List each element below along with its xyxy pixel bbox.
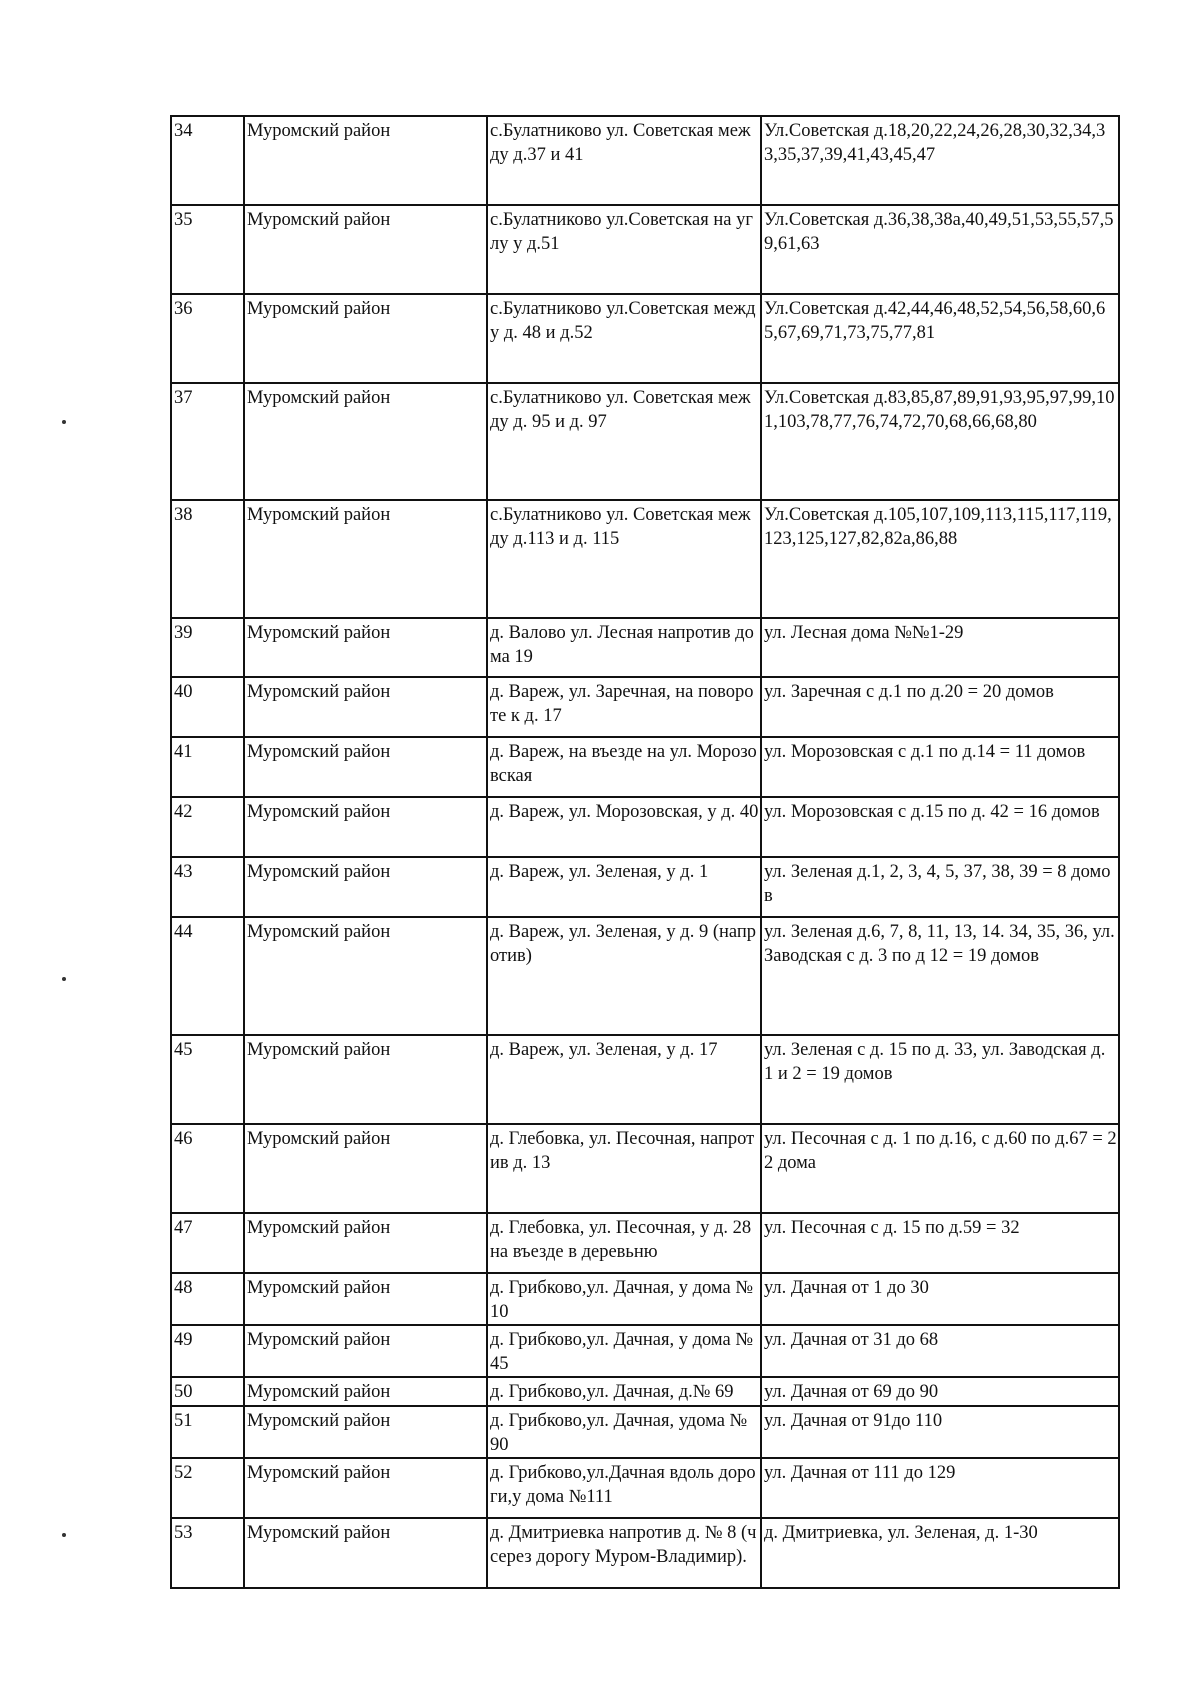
coverage-cell: Ул.Советская д.105,107,109,113,115,117,119,123,125,127,82,82а,86,88 xyxy=(761,500,1119,618)
location-cell: д. Грибково,ул. Дачная, удома № 90 xyxy=(487,1406,761,1458)
location-cell: с.Булатниково ул.Советская на углу у д.51 xyxy=(487,205,761,294)
location-cell: д. Глебовка, ул. Песочная, у д. 28 на въезде в деревьню xyxy=(487,1213,761,1273)
table-row xyxy=(171,917,1119,1035)
district-cell: Муромский район xyxy=(244,1273,487,1325)
scan-speck xyxy=(62,1533,66,1537)
table-row xyxy=(171,294,1119,383)
table-row xyxy=(171,1377,1119,1406)
table-row xyxy=(171,1124,1119,1213)
district-cell: Муромский район xyxy=(244,116,487,205)
coverage-cell: ул. Песочная с д. 15 по д.59 = 32 xyxy=(761,1213,1119,1273)
table-row xyxy=(171,1406,1119,1458)
coverage-cell: ул. Дачная от 31 до 68 xyxy=(761,1325,1119,1377)
coverage-cell: Ул.Советская д.18,20,22,24,26,28,30,32,34,33,35,37,39,41,43,45,47 xyxy=(761,116,1119,205)
table-row xyxy=(171,1458,1119,1518)
district-cell: Муромский район xyxy=(244,500,487,618)
coverage-cell: ул. Дачная от 69 до 90 xyxy=(761,1377,1119,1406)
location-cell: с.Булатниково ул. Советская между д. 95 и д. 97 xyxy=(487,383,761,500)
coverage-cell: ул. Дачная от 111 до 129 xyxy=(761,1458,1119,1518)
coverage-cell: ул. Морозовская с д.1 по д.14 = 11 домов xyxy=(761,737,1119,797)
table-row xyxy=(171,677,1119,737)
table-row xyxy=(171,1518,1119,1588)
coverage-cell: Ул.Советская д.36,38,38а,40,49,51,53,55,57,59,61,63 xyxy=(761,205,1119,294)
row-number: 52 xyxy=(171,1458,244,1518)
row-number: 37 xyxy=(171,383,244,500)
district-cell: Муромский район xyxy=(244,737,487,797)
location-cell: с.Булатниково ул.Советская между д. 48 и д.52 xyxy=(487,294,761,383)
district-cell: Муромский район xyxy=(244,1124,487,1213)
district-cell: Муромский район xyxy=(244,1377,487,1406)
coverage-cell: ул. Зеленая с д. 15 по д. 33, ул. Заводская д. 1 и 2 = 19 домов xyxy=(761,1035,1119,1124)
coverage-cell: ул. Дачная от 91до 110 xyxy=(761,1406,1119,1458)
district-cell: Муромский район xyxy=(244,1325,487,1377)
location-cell: д. Вареж, ул. Заречная, на повороте к д. 17 xyxy=(487,677,761,737)
row-number: 53 xyxy=(171,1518,244,1588)
row-number: 36 xyxy=(171,294,244,383)
row-number: 48 xyxy=(171,1273,244,1325)
location-cell: д. Грибково,ул. Дачная, д.№ 69 xyxy=(487,1377,761,1406)
table-row xyxy=(171,1325,1119,1377)
coverage-cell: ул. Заречная с д.1 по д.20 = 20 домов xyxy=(761,677,1119,737)
district-cell: Муромский район xyxy=(244,797,487,857)
row-number: 43 xyxy=(171,857,244,917)
district-cell: Муромский район xyxy=(244,677,487,737)
table-row xyxy=(171,1273,1119,1325)
location-cell: д. Глебовка, ул. Песочная, напротив д. 13 xyxy=(487,1124,761,1213)
row-number: 50 xyxy=(171,1377,244,1406)
table-row xyxy=(171,857,1119,917)
table-row xyxy=(171,797,1119,857)
table-row xyxy=(171,1035,1119,1124)
row-number: 35 xyxy=(171,205,244,294)
location-cell: д. Грибково,ул. Дачная, у дома № 10 xyxy=(487,1273,761,1325)
scan-speck xyxy=(62,977,66,981)
table-row xyxy=(171,1213,1119,1273)
table-row xyxy=(171,205,1119,294)
row-number: 40 xyxy=(171,677,244,737)
row-number: 41 xyxy=(171,737,244,797)
district-cell: Муромский район xyxy=(244,1458,487,1518)
location-cell: д. Грибково,ул.Дачная вдоль дороги,у дома №111 xyxy=(487,1458,761,1518)
row-number: 39 xyxy=(171,618,244,677)
district-cell: Муромский район xyxy=(244,205,487,294)
row-number: 47 xyxy=(171,1213,244,1273)
coverage-cell: Ул.Советская д.83,85,87,89,91,93,95,97,99,101,103,78,77,76,74,72,70,68,66,68,80 xyxy=(761,383,1119,500)
district-cell: Муромский район xyxy=(244,857,487,917)
location-cell: с.Булатниково ул. Советская между д.113 и д. 115 xyxy=(487,500,761,618)
location-cell: д. Дмитриевка напротив д. № 8 (чсерез дорогу Муром-Владимир). xyxy=(487,1518,761,1588)
coverage-cell: ул. Дачная от 1 до 30 xyxy=(761,1273,1119,1325)
row-number: 38 xyxy=(171,500,244,618)
coverage-cell: д. Дмитриевка, ул. Зеленая, д. 1-30 xyxy=(761,1518,1119,1588)
location-cell: д. Вареж, ул. Морозовская, у д. 40 xyxy=(487,797,761,857)
polling-points-table xyxy=(170,115,1120,1589)
location-cell: д. Вареж, ул. Зеленая, у д. 9 (напротив) xyxy=(487,917,761,1035)
row-number: 42 xyxy=(171,797,244,857)
scan-speck xyxy=(62,420,66,424)
coverage-cell: Ул.Советская д.42,44,46,48,52,54,56,58,60,65,67,69,71,73,75,77,81 xyxy=(761,294,1119,383)
table-row xyxy=(171,383,1119,500)
coverage-cell: ул. Морозовская с д.15 по д. 42 = 16 домов xyxy=(761,797,1119,857)
table-row xyxy=(171,500,1119,618)
row-number: 44 xyxy=(171,917,244,1035)
row-number: 34 xyxy=(171,116,244,205)
district-cell: Муромский район xyxy=(244,1406,487,1458)
row-number: 49 xyxy=(171,1325,244,1377)
district-cell: Муромский район xyxy=(244,294,487,383)
table-row xyxy=(171,737,1119,797)
location-cell: д. Вареж, на въезде на ул. Морозовская xyxy=(487,737,761,797)
row-number: 46 xyxy=(171,1124,244,1213)
district-cell: Муромский район xyxy=(244,618,487,677)
coverage-cell: ул. Зеленая д.6, 7, 8, 11, 13, 14. 34, 35, 36, ул. Заводская с д. 3 по д 12 = 19 домов xyxy=(761,917,1119,1035)
table-row xyxy=(171,116,1119,205)
row-number: 51 xyxy=(171,1406,244,1458)
district-cell: Муромский район xyxy=(244,917,487,1035)
row-number: 45 xyxy=(171,1035,244,1124)
location-cell: д. Валово ул. Лесная напротив дома 19 xyxy=(487,618,761,677)
coverage-cell: ул. Лесная дома №№1-29 xyxy=(761,618,1119,677)
table-row xyxy=(171,618,1119,677)
district-cell: Муромский район xyxy=(244,1213,487,1273)
coverage-cell: ул. Зеленая д.1, 2, 3, 4, 5, 37, 38, 39 = 8 домов xyxy=(761,857,1119,917)
location-cell: д. Вареж, ул. Зеленая, у д. 17 xyxy=(487,1035,761,1124)
district-cell: Муромский район xyxy=(244,1035,487,1124)
district-cell: Муромский район xyxy=(244,1518,487,1588)
location-cell: д. Вареж, ул. Зеленая, у д. 1 xyxy=(487,857,761,917)
coverage-cell: ул. Песочная с д. 1 по д.16, с д.60 по д.67 = 22 дома xyxy=(761,1124,1119,1213)
location-cell: д. Грибково,ул. Дачная, у дома № 45 xyxy=(487,1325,761,1377)
district-cell: Муромский район xyxy=(244,383,487,500)
location-cell: с.Булатниково ул. Советская между д.37 и 41 xyxy=(487,116,761,205)
